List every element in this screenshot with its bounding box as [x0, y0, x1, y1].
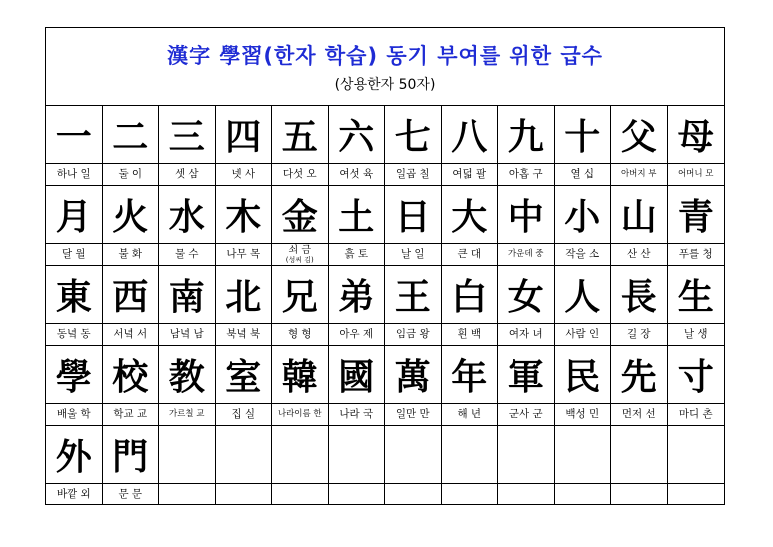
hanja-character: 七: [385, 106, 441, 164]
hanja-reading: [272, 244, 328, 265]
hanja-character: [555, 426, 611, 484]
hanja-reading: 불 화: [118, 248, 143, 261]
hanja-reading: 가운데 중: [507, 249, 544, 260]
hanja-cell: [329, 346, 386, 426]
hanja-cell: [103, 266, 160, 346]
hanja-reading: 서녘 서: [113, 328, 148, 341]
hanja-cell: [668, 186, 725, 266]
hanja-character: [216, 426, 272, 484]
hanja-character: 學: [46, 346, 102, 404]
hanja-character: 北: [216, 266, 272, 324]
hanja-cell: [555, 106, 612, 186]
hanja-cell: [159, 346, 216, 426]
hanja-reading: 나라이름 한: [277, 409, 322, 420]
hanja-cell: [555, 266, 612, 346]
hanja-cell: [272, 186, 329, 266]
hanja-reading: 아버지 부: [620, 169, 657, 180]
empty-cell: [442, 426, 499, 505]
hanja-reading: 아홉 구: [508, 168, 543, 181]
hanja-character: [329, 426, 385, 484]
hanja-cell: [46, 426, 103, 505]
hanja-character: 月: [46, 186, 102, 244]
hanja-reading: [329, 484, 385, 505]
hanja-cell: [216, 106, 273, 186]
hanja-character: 教: [159, 346, 215, 404]
hanja-cell: [329, 186, 386, 266]
hanja-cell: [216, 266, 273, 346]
hanja-cell: [159, 266, 216, 346]
hanja-reading: 큰 대: [457, 248, 482, 261]
hanja-character: 兄: [272, 266, 328, 324]
hanja-character: [611, 426, 667, 484]
hanja-reading: 푸를 청: [678, 248, 713, 261]
hanja-cell: [159, 186, 216, 266]
hanja-reading: 나라 국: [339, 408, 374, 421]
hanja-cell: [555, 346, 612, 426]
empty-cell: [159, 426, 216, 505]
hanja-character: 小: [555, 186, 611, 244]
hanja-cell: [216, 186, 273, 266]
hanja-reading: [442, 484, 498, 505]
hanja-character: 十: [555, 106, 611, 164]
hanja-character: 校: [103, 346, 159, 404]
hanja-reading: [555, 484, 611, 505]
hanja-cell: [216, 346, 273, 426]
hanja-cell: [498, 106, 555, 186]
hanja-reading: 해 년: [457, 408, 482, 421]
hanja-reading: 마디 촌: [678, 408, 713, 421]
hanja-character: 日: [385, 186, 441, 244]
hanja-character: 六: [329, 106, 385, 164]
reading-note: (성씨 김): [285, 255, 314, 264]
hanja-reading: 군사 군: [508, 408, 543, 421]
hanja-reading: [498, 484, 554, 505]
hanja-character: 四: [216, 106, 272, 164]
hanja-cell: [611, 266, 668, 346]
hanja-reading: [385, 484, 441, 505]
hanja-reading: 여자 녀: [508, 328, 543, 341]
hanja-reading: 동녘 동: [56, 328, 91, 341]
hanja-reading: 가르칠 교: [168, 409, 205, 420]
hanja-character: 白: [442, 266, 498, 324]
hanja-cell: [555, 186, 612, 266]
hanja-character: 土: [329, 186, 385, 244]
hanja-character: 青: [668, 186, 725, 244]
hanja-cell: [385, 186, 442, 266]
empty-cell: [498, 426, 555, 505]
hanja-character: 父: [611, 106, 667, 164]
hanja-cell: [498, 266, 555, 346]
empty-cell: [216, 426, 273, 505]
hanja-character: 九: [498, 106, 554, 164]
hanja-reading: 다섯 오: [282, 168, 317, 181]
hanja-character: 王: [385, 266, 441, 324]
hanja-character: 三: [159, 106, 215, 164]
hanja-cell: [385, 346, 442, 426]
reading-main: 쇠 금: [288, 244, 311, 256]
hanja-character: 火: [103, 186, 159, 244]
hanja-reading: 학교 교: [113, 408, 148, 421]
hanja-reading: 길 장: [626, 328, 651, 341]
hanja-character: [159, 426, 215, 484]
hanja-reading: [668, 484, 725, 505]
hanja-character: 木: [216, 186, 272, 244]
hanja-reading: 흙 토: [344, 248, 369, 261]
hanja-reading: 먼저 선: [621, 408, 656, 421]
hanja-character: 國: [329, 346, 385, 404]
hanja-character: 生: [668, 266, 725, 324]
hanja-character: 寸: [668, 346, 725, 404]
hanja-cell: [329, 266, 386, 346]
hanja-reading: 날 일: [400, 248, 425, 261]
hanja-character: 民: [555, 346, 611, 404]
hanja-cell: [442, 106, 499, 186]
hanja-reading: 셋 삼: [174, 168, 199, 181]
hanja-cell: [103, 186, 160, 266]
hanja-character: 山: [611, 186, 667, 244]
hanja-character: 一: [46, 106, 102, 164]
hanja-reading: 날 생: [683, 328, 708, 341]
hanja-reading: [611, 484, 667, 505]
hanja-cell: [46, 346, 103, 426]
hanja-reading: 일만 만: [395, 408, 430, 421]
hanja-cell: [103, 346, 160, 426]
hanja-reading: 달 월: [61, 248, 86, 261]
hanja-reading: [159, 484, 215, 505]
hanja-character: 八: [442, 106, 498, 164]
hanja-cell: [611, 346, 668, 426]
hanja-reading: 임금 왕: [395, 328, 430, 341]
hanja-cell: [46, 106, 103, 186]
hanja-character: [385, 426, 441, 484]
worksheet-subtitle: (상용한자 50자): [334, 77, 436, 93]
hanja-reading: [216, 484, 272, 505]
hanja-character: [442, 426, 498, 484]
hanja-cell: [668, 346, 725, 426]
hanja-worksheet: [45, 27, 725, 505]
hanja-character: 中: [498, 186, 554, 244]
hanja-character: [272, 426, 328, 484]
hanja-reading: 배울 학: [56, 408, 91, 421]
hanja-character: 弟: [329, 266, 385, 324]
hanja-reading: 형 형: [287, 328, 312, 341]
hanja-character: 母: [668, 106, 725, 164]
hanja-cell: [159, 106, 216, 186]
hanja-character: 室: [216, 346, 272, 404]
hanja-reading: 남녘 남: [169, 328, 204, 341]
hanja-character: 東: [46, 266, 102, 324]
hanja-character: 先: [611, 346, 667, 404]
hanja-character: 人: [555, 266, 611, 324]
hanja-cell: [442, 266, 499, 346]
hanja-cell: [668, 106, 725, 186]
hanja-character: 女: [498, 266, 554, 324]
hanja-reading: 일곱 칠: [395, 168, 430, 181]
hanja-cell: [498, 346, 555, 426]
hanja-cell: [668, 266, 725, 346]
hanja-character: 大: [442, 186, 498, 244]
hanja-reading: 열 십: [570, 168, 595, 181]
hanja-reading: 여덟 팔: [452, 168, 487, 181]
hanja-cell: [611, 186, 668, 266]
hanja-reading: 사람 인: [565, 328, 600, 341]
hanja-reading: 여섯 육: [339, 168, 374, 181]
hanja-character: 門: [103, 426, 159, 484]
hanja-reading: 둘 이: [118, 168, 143, 181]
hanja-cell: [272, 266, 329, 346]
empty-cell: [668, 426, 725, 505]
hanja-cell: [611, 106, 668, 186]
hanja-character: 軍: [498, 346, 554, 404]
hanja-reading: 어머니 모: [677, 169, 714, 180]
hanja-cell: [329, 106, 386, 186]
hanja-character: 南: [159, 266, 215, 324]
empty-cell: [329, 426, 386, 505]
hanja-character: 五: [272, 106, 328, 164]
hanja-character: 韓: [272, 346, 328, 404]
hanja-character: 金: [272, 186, 328, 244]
hanja-cell: [442, 346, 499, 426]
hanja-character: 長: [611, 266, 667, 324]
hanja-reading: 집 실: [231, 408, 256, 421]
hanja-character: [668, 426, 725, 484]
hanja-cell: [46, 266, 103, 346]
hanja-cell: [498, 186, 555, 266]
hanja-reading: 물 수: [174, 248, 199, 261]
hanja-character: 萬: [385, 346, 441, 404]
hanja-cell: [272, 346, 329, 426]
hanja-cell: [442, 186, 499, 266]
hanja-character: 二: [103, 106, 159, 164]
hanja-character: [498, 426, 554, 484]
hanja-cell: [103, 426, 160, 505]
worksheet-title: 漢字 學習(한자 학습) 동기 부여를 위한 급수: [167, 44, 603, 68]
hanja-reading: 하나 일: [56, 168, 91, 181]
hanja-reading: 북녘 북: [226, 328, 261, 341]
empty-cell: [555, 426, 612, 505]
hanja-reading: 문 문: [118, 488, 143, 501]
worksheet-header: [46, 28, 724, 106]
hanja-reading: 바깥 외: [56, 488, 91, 501]
hanja-cell: [103, 106, 160, 186]
hanja-cell: [385, 266, 442, 346]
empty-cell: [611, 426, 668, 505]
hanja-character: 西: [103, 266, 159, 324]
empty-cell: [385, 426, 442, 505]
hanja-cell: [46, 186, 103, 266]
hanja-reading: 아우 제: [339, 328, 374, 341]
hanja-reading: [272, 484, 328, 505]
hanja-character: 外: [46, 426, 102, 484]
hanja-cell: [272, 106, 329, 186]
hanja-character: 水: [159, 186, 215, 244]
hanja-reading: 작을 소: [565, 248, 600, 261]
hanja-grid: [46, 106, 724, 505]
hanja-cell: [385, 106, 442, 186]
hanja-reading: 넷 사: [231, 168, 256, 181]
empty-cell: [272, 426, 329, 505]
hanja-character: 年: [442, 346, 498, 404]
hanja-reading: 산 산: [626, 248, 651, 261]
hanja-reading: 백성 민: [565, 408, 600, 421]
hanja-reading: 나무 목: [226, 248, 261, 261]
hanja-reading: 흰 백: [457, 328, 482, 341]
